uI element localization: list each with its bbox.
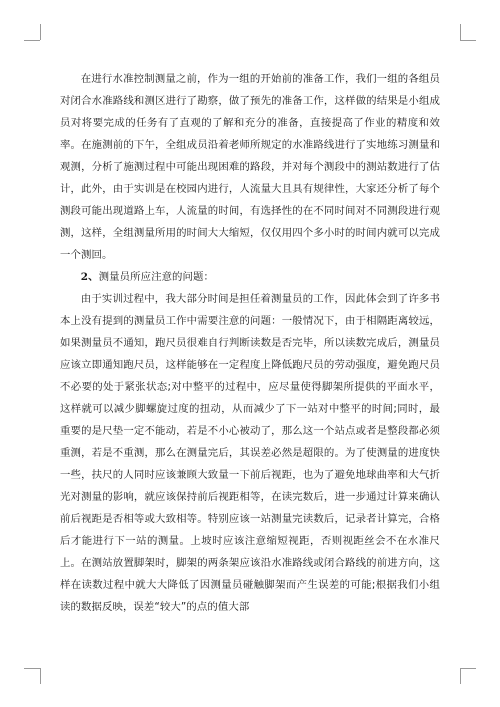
crop-mark-bottom-left-vertical [40,668,41,684]
crop-mark-top-right-vertical [460,24,461,40]
document-body [60,68,440,668]
crop-mark-bottom-right-horizontal [460,668,476,669]
crop-mark-top-left-vertical [40,24,41,40]
crop-mark-bottom-right-vertical [460,668,461,684]
section-heading-number: 2、 [80,271,99,283]
crop-mark-top-left-horizontal [24,40,40,41]
paragraph-preparation: 在进行水准控制测量之前，作为一组的开始前的准备工作，我们一组的各组员对闭合水准路线和测区进行了勘察，做了预先的准备工作，这样做的结果是小组成员对将要完成的任务有了直观的了解和充分的准备，直接提高了作业的精度和效率。在施测前的下午，全组成员沿着老师所规定的水准路线进行了实地练习测量和观测，分析了施测过程中可能出现困难的路段，并对每个测段中的测站数进行了估计，此外，由于实训是在校园内进行，人流量大且具有规律性，大家还分析了每个测段可能出现道路上车，人流量的时间，有选择性的在不同时间对不同测段进行观测，这样，全组测量所用的时间大大缩短，仅仅用四个多小时的时间内就可以完成一个测回。 [60,73,440,261]
section-heading [60,266,440,288]
section-heading-text: 测量员所应注意的问题： [98,271,215,283]
paragraph-surveyor-notes: 由于实训过程中，我大部分时间是担任着测量员的工作，因此体会到了许多书本上没有提到的测量员工作中需要注意的问题：一般情况下，由于相隔距离较远，如果测量员不通知，跑尺员很难自行判断读数是否完毕，所以读数完成后，测量员应该立即通知跑尺员，这样能够在一定程度上降低跑尺员的劳动强度，避免跑尺员不必要的处于紧张状态;对中整平的过程中，应尽量使得脚架所提供的平面水平，这样就可以减少脚螺旋过度的扭动，从而减少了下一站对中整平的时间;同时，最重要的是尺垫一定不能动，若是不小心被动了，那么这一个站点或者是整段都必须重测，若是不重测，那么在测量完后，其误差必然是超限的。为了使测量的进度快一些，扶尺的人同时应该兼顾大致量一下前后视距，也为了避免地球曲率和大气折光对测量的影响，就应该保持前后视距相等，在读完数后，进一步通过计算来确认前后视距是否相等或大致相等。特别应该一站测量完读数后，记录者计算完，合格后才能进行下一站的测量。上坡时应该注意缩短视距，否则视距丝会不在水准尺上。在测站放置脚架时，脚架的两条架应该沿水准路线或闭合路线的前进方向，这样在读数过程中就大大降低了因测量员碰触脚架而产生误差的可能;根据我们小组读的数据反映，误差“较大”的点的值大部 [60,293,440,613]
crop-mark-bottom-left-horizontal [24,668,40,669]
crop-mark-top-right-horizontal [460,40,476,41]
